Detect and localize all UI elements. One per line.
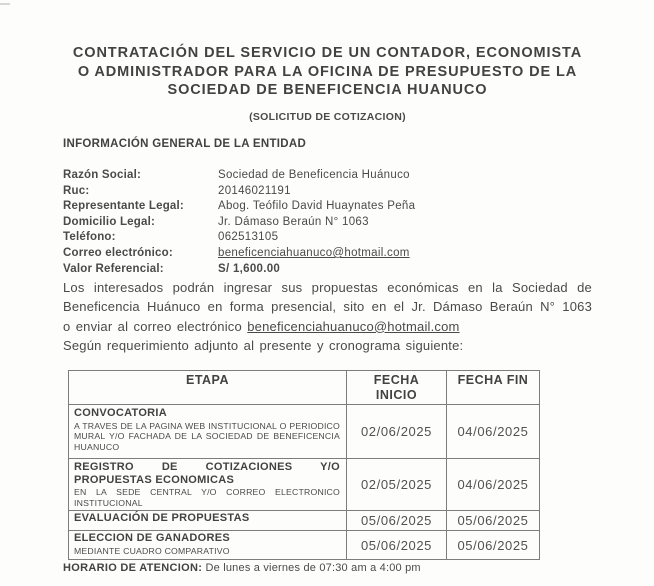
title-line-1: CONTRATACIÓN DEL SERVICIO DE UN CONTADOR, ECONOMISTA xyxy=(72,45,583,61)
header-fecha-fin: FECHA FIN xyxy=(446,371,539,404)
table-row-convocatoria xyxy=(69,404,539,458)
etapa-title: ELECCION DE GANADORES xyxy=(74,532,231,544)
field-label: Domicilio Legal: xyxy=(63,215,156,228)
fecha-inicio-cell: 05/06/2025 xyxy=(346,531,446,559)
field-correo-electronico xyxy=(63,246,592,262)
field-domicilio-legal xyxy=(63,215,592,231)
etapa-cell xyxy=(69,405,346,458)
etapa-detail: MEDIANTE CUADRO COMPARATIVO xyxy=(74,545,230,556)
entity-info-fields xyxy=(63,168,592,277)
scan-artifact xyxy=(0,3,10,5)
field-value: S/ 1,600.00 xyxy=(218,262,281,275)
field-label: Teléfono: xyxy=(63,231,116,244)
etapa-cell xyxy=(69,511,346,530)
paragraph-line-3 xyxy=(63,317,592,336)
table-row-evaluacion xyxy=(69,510,539,530)
paragraph-line-4: Según requerimiento adjunto al presente y cronograma siguiente: xyxy=(63,337,464,353)
etapa-title: EVALUACIÓN DE PROPUESTAS xyxy=(74,512,250,524)
etapa-detail: EN LA SEDE CENTRAL Y/O CORREO ELECTRONICO INSTITUCIONAL xyxy=(74,487,340,508)
fecha-fin-cell: 05/06/2025 xyxy=(446,531,539,559)
field-value: Jr. Dámaso Beraún N° 1063 xyxy=(218,215,369,228)
paragraph-line-2: Beneficencia Huánuco en forma presencial, sito en el Jr. Dámaso Beraún N° 1063 xyxy=(63,299,592,315)
document-title xyxy=(63,44,592,100)
field-label: Representante Legal: xyxy=(63,200,184,213)
field-label: Valor Referencial: xyxy=(63,262,164,275)
field-razon-social xyxy=(63,168,592,184)
horario-text: De lunes a viernes de 07:30 am a 4:00 pm xyxy=(205,562,421,574)
title-line-3: SOCIEDAD DE BENEFICENCIA HUANUCO xyxy=(167,82,488,98)
field-valor-referencial xyxy=(63,262,592,278)
title-line-2: O ADMINISTRADOR PARA LA OFICINA DE PRESUPUESTO DE LA xyxy=(77,63,578,80)
field-ruc xyxy=(63,184,592,200)
field-value: 062513105 xyxy=(218,231,279,244)
table-row-registro xyxy=(69,458,539,510)
fecha-inicio-cell: 02/06/2025 xyxy=(346,405,446,458)
field-value: Sociedad de Beneficencia Huánuco xyxy=(218,169,410,181)
fecha-inicio-cell: 02/05/2025 xyxy=(346,459,446,510)
horario-label: HORARIO DE ATENCION: xyxy=(63,562,203,574)
document-subtitle: (SOLICITUD DE COTIZACION) xyxy=(249,111,406,123)
etapa-detail: A TRAVES DE LA PAGINA WEB INSTITUCIONAL O PERIODICO MURAL Y/O FACHADA DE LA SOCIEDAD DE BENEFICENCIA HUANUCO xyxy=(74,420,340,452)
table-header-row xyxy=(69,371,539,404)
field-telefono xyxy=(63,230,592,246)
field-value: 20146021191 xyxy=(218,184,291,197)
fecha-fin-cell: 04/06/2025 xyxy=(446,405,539,458)
etapa-cell xyxy=(69,459,346,510)
header-fecha-inicio: FECHA INICIO xyxy=(346,371,446,404)
email-link: beneficenciahuanuco@hotmail.com xyxy=(247,318,460,334)
fecha-inicio-cell: 05/06/2025 xyxy=(346,511,446,530)
intro-paragraph xyxy=(63,278,592,355)
cronograma-table xyxy=(68,370,540,560)
email-value: beneficenciahuanuco@hotmail.com xyxy=(218,246,410,259)
section-heading-info-general: INFORMACIÓN GENERAL DE LA ENTIDAD xyxy=(63,138,307,150)
field-representante-legal xyxy=(63,199,592,215)
field-label: Correo electrónico: xyxy=(63,246,173,259)
horario-atencion xyxy=(63,562,592,574)
field-label: Ruc: xyxy=(63,184,90,197)
header-etapa: ETAPA xyxy=(185,373,229,387)
fecha-fin-cell: 05/06/2025 xyxy=(446,511,539,530)
paragraph-line-1: Los interesados podrán ingresar sus propuestas económicas en la Sociedad de xyxy=(63,280,592,295)
field-label: Razón Social: xyxy=(63,169,142,181)
etapa-title: REGISTRO DE COTIZACIONES Y/O PROPUESTAS ECONOMICAS xyxy=(74,461,340,486)
etapa-cell xyxy=(69,531,346,559)
field-value: Abog. Teófilo David Huaynates Peña xyxy=(218,200,416,213)
table-row-eleccion xyxy=(69,530,539,559)
paragraph-line-3-prefix: o enviar al correo electrónico xyxy=(63,318,248,334)
fecha-fin-cell: 04/06/2025 xyxy=(446,459,539,510)
etapa-title: CONVOCATORIA xyxy=(74,407,168,419)
